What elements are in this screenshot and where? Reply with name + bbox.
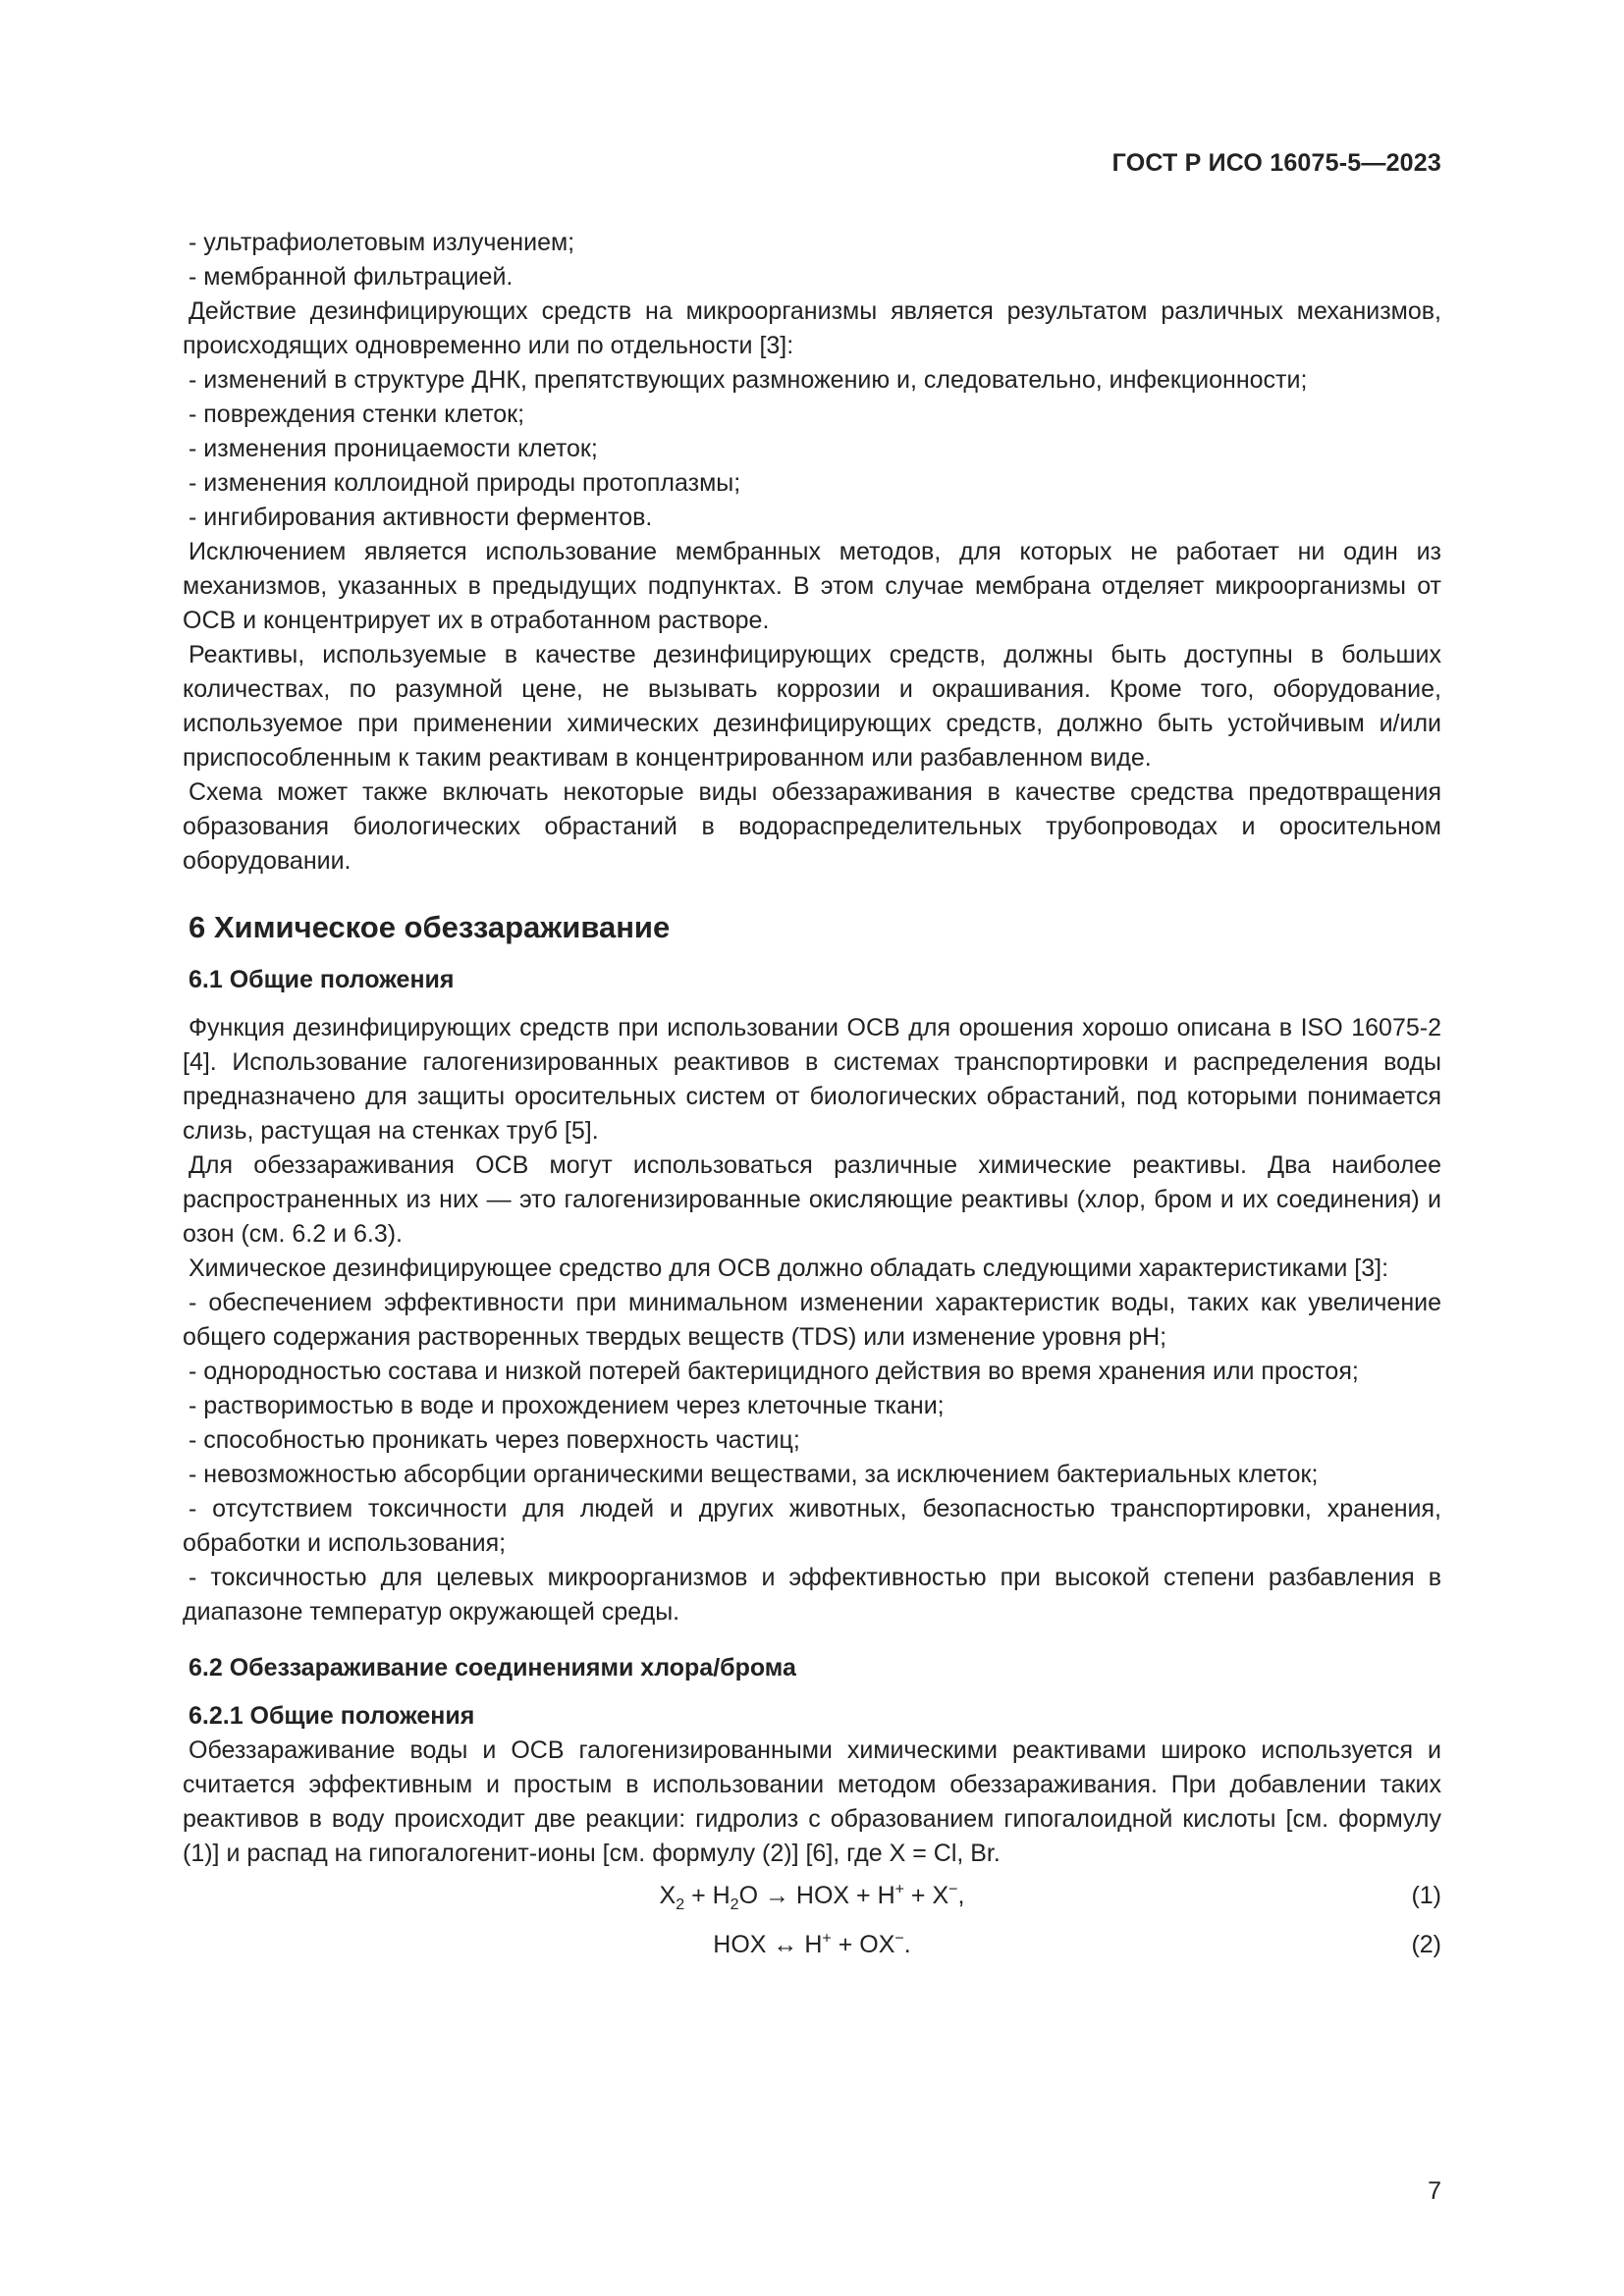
list-item: - обеспечением эффективности при минимальном изменении характеристик воды, таких как увеличение общего содержания растворенных твердых веществ (TDS) или изменение уровня pH;	[183, 1289, 1441, 1351]
page-number: 7	[1428, 2177, 1441, 2205]
paragraph: Для обеззараживания ОСВ могут использоваться различные химические реактивы. Два наиболее распространенных из них — это галогенизированные окисляющие реактивы (хлор, бром и их соединения) и озон (см. 6.2 и 6.3).	[183, 1151, 1441, 1248]
page-content	[183, 226, 1441, 1969]
paragraph: Обеззараживание воды и ОСВ галогенизированными химическими реактивами широко используется и считается эффективным и простым в использовании методом обеззараживания. При добавлении таких реактивов в воду происходит две реакции: гидролиз с образованием гипогалоидной кислоты [см. формулу (1)] и распад на гипогалогенит-ионы [см. формулу (2)] [6], где X = Cl, Br.	[183, 1736, 1441, 1867]
list-item: - изменения проницаемости клеток;	[189, 435, 598, 462]
formula-row	[183, 1871, 1441, 1920]
list-item: - изменений в структуре ДНК, препятствующих размножению и, следовательно, инфекционности;	[189, 366, 1308, 394]
list-item: - невозможностью абсорбции органическими веществами, за исключением бактериальных клеток;	[189, 1461, 1319, 1488]
list-item: - отсутствием токсичности для людей и других животных, безопасностью транспортировки, хранения, обработки и использования;	[183, 1495, 1441, 1557]
paragraph: Действие дезинфицирующих средств на микроорганизмы является результатом различных механизмов, происходящих одновременно или по отдельности [3]:	[183, 297, 1441, 359]
list-item: - ингибирования активности ферментов.	[189, 504, 653, 531]
list-item: - ультрафиолетовым излучением;	[189, 229, 575, 256]
paragraph: Функция дезинфицирующих средств при использовании ОСВ для орошения хорошо описана в ISO 16075-2 [4]. Использование галогенизированных реактивов в системах транспортировки и распределения воды предназначено для защиты оросительных систем от биологических обрастаний, под которыми понимается слизь, растущая на стенках труб [5].	[183, 1014, 1441, 1145]
section-heading: 6 Химическое обеззараживание	[189, 910, 671, 944]
subsection-heading: 6.1 Общие положения	[189, 966, 455, 993]
list-item: - однородностью состава и низкой потерей бактерицидного действия во время хранения или простоя;	[189, 1358, 1359, 1385]
subsubsection-heading: 6.2.1 Общие положения	[189, 1702, 475, 1730]
subsection-heading: 6.2 Обеззараживание соединениями хлора/брома	[189, 1654, 796, 1682]
formula-number: (2)	[1411, 1931, 1441, 1958]
paragraph: Химическое дезинфицирующее средство для ОСВ должно обладать следующими характеристиками [3]:	[189, 1255, 1389, 1282]
formula-row	[183, 1920, 1441, 1969]
list-item: - изменения коллоидной природы протоплазмы;	[189, 469, 741, 497]
list-item: - токсичностью для целевых микроорганизмов и эффективностью при высокой степени разбавления в диапазоне температур окружающей среды.	[183, 1564, 1441, 1626]
list-item: - способностью проникать через поверхность частиц;	[189, 1426, 800, 1454]
list-item: - растворимостью в воде и прохождением через клеточные ткани;	[189, 1392, 945, 1419]
list-item: - повреждения стенки клеток;	[189, 400, 525, 428]
paragraph: Схема может также включать некоторые виды обеззараживания в качестве средства предотвращения образования биологических обрастаний в водораспределительных трубопроводах и оросительном оборудовании.	[183, 778, 1441, 875]
list-item: - мембранной фильтрацией.	[189, 263, 514, 291]
formula-number: (1)	[1411, 1882, 1441, 1909]
document-header: ГОСТ Р ИСО 16075-5—2023	[1111, 149, 1441, 177]
paragraph: Реактивы, используемые в качестве дезинфицирующих средств, должны быть доступны в больших количествах, по разумной цене, не вызывать коррозии и окрашивания. Кроме того, оборудование, используемое при применении химических дезинфицирующих средств, должно быть устойчивым и/или приспособленным к таким реактивам в концентрированном или разбавленном виде.	[183, 641, 1441, 772]
paragraph: Исключением является использование мембранных методов, для которых не работает ни один из механизмов, указанных в предыдущих подпунктах. В этом случае мембрана отделяет микроорганизмы от ОСВ и концентрирует их в отработанном растворе.	[183, 538, 1441, 634]
formula-expression: HOX ↔ H+ + OX−.	[713, 1930, 911, 1958]
formula-expression: $X_2 + H_2O$ → HOX + H+ + X−,	[659, 1881, 965, 1913]
